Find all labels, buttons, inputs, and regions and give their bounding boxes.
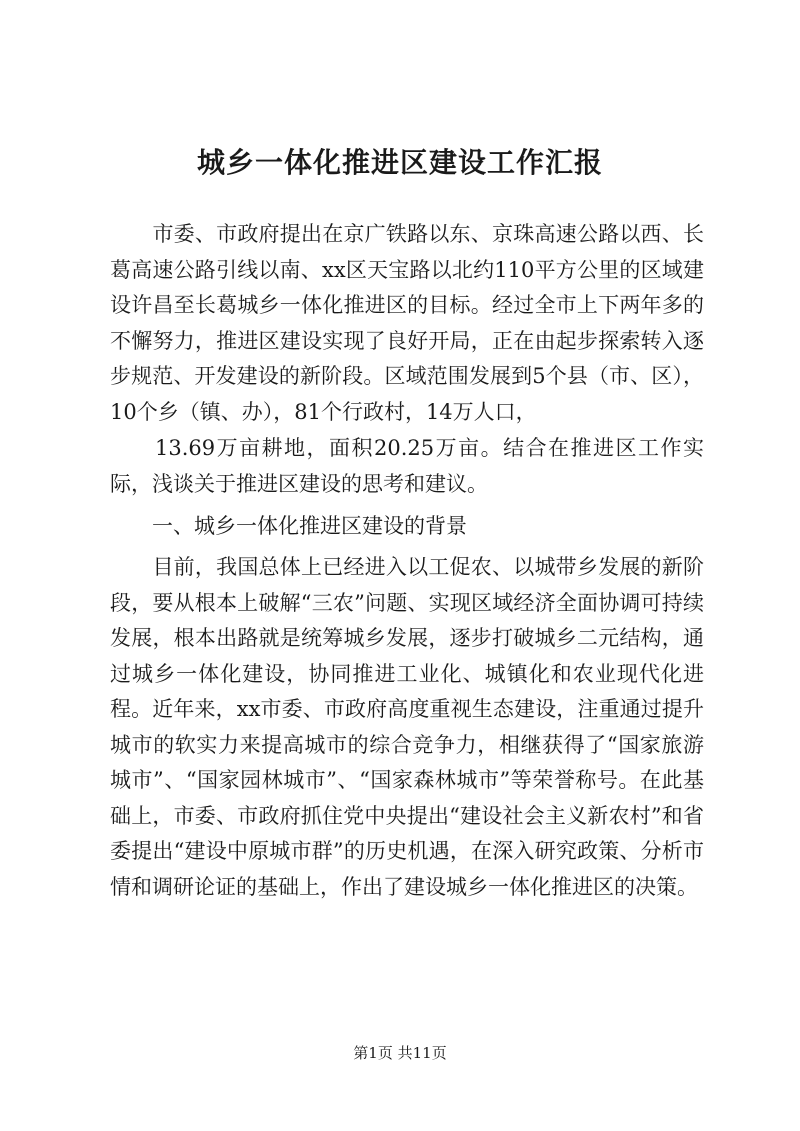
section-heading: 一、城乡一体化推进区建设的背景: [110, 514, 467, 538]
document-title: 城乡一体化推进区建设工作汇报: [196, 146, 603, 179]
paragraph-background: 目前，我国总体上已经进入以工促农、以城带乡发展的新阶段，要从根本上破解“三农”问题、实现区域经济全面协调可持续发展，根本出路就是统筹城乡发展，逐步打破城乡二元结构，通过城乡一体化建设，协同推进工业化、城镇化和农业现代化进程。近年来，xx市委、市政府高度重视生态建设，注重通过提升城市的软实力来提高城市的综合竞争力，相继获得了“国家旅游城市”、“国家园林城市”、“国家森林城市”等荣誉称号。在此基础上，市委、市政府抓住党中央提出“建设社会主义新农村”和省委提出“建设中原城市群”的历史机遇，在深入研究政策、分析市情和调研论证的基础上，作出了建设城乡一体化推进区的决策。: [110, 555, 704, 899]
paragraph-intro: 市委、市政府提出在京广铁路以东、京珠高速公路以西、长葛高速公路引线以南、xx区天宝路以北约110平方公里的区域建设许昌至长葛城乡一体化推进区的目标。经过全市上下两年多的不懈努力，推进区建设实现了良好开局，正在由起步探索转入逐步规范、开发建设的新阶段。区域范围发展到5个县（市、区），10个乡（镇、办），81个行政村，14万人口，: [110, 222, 704, 424]
paragraph-summary: 13.69万亩耕地，面积20.25万亩。结合在推进区工作实际，浅谈关于推进区建设的思考和建议。: [110, 436, 704, 496]
page-number-footer: 第1页 共11页: [353, 1044, 447, 1062]
